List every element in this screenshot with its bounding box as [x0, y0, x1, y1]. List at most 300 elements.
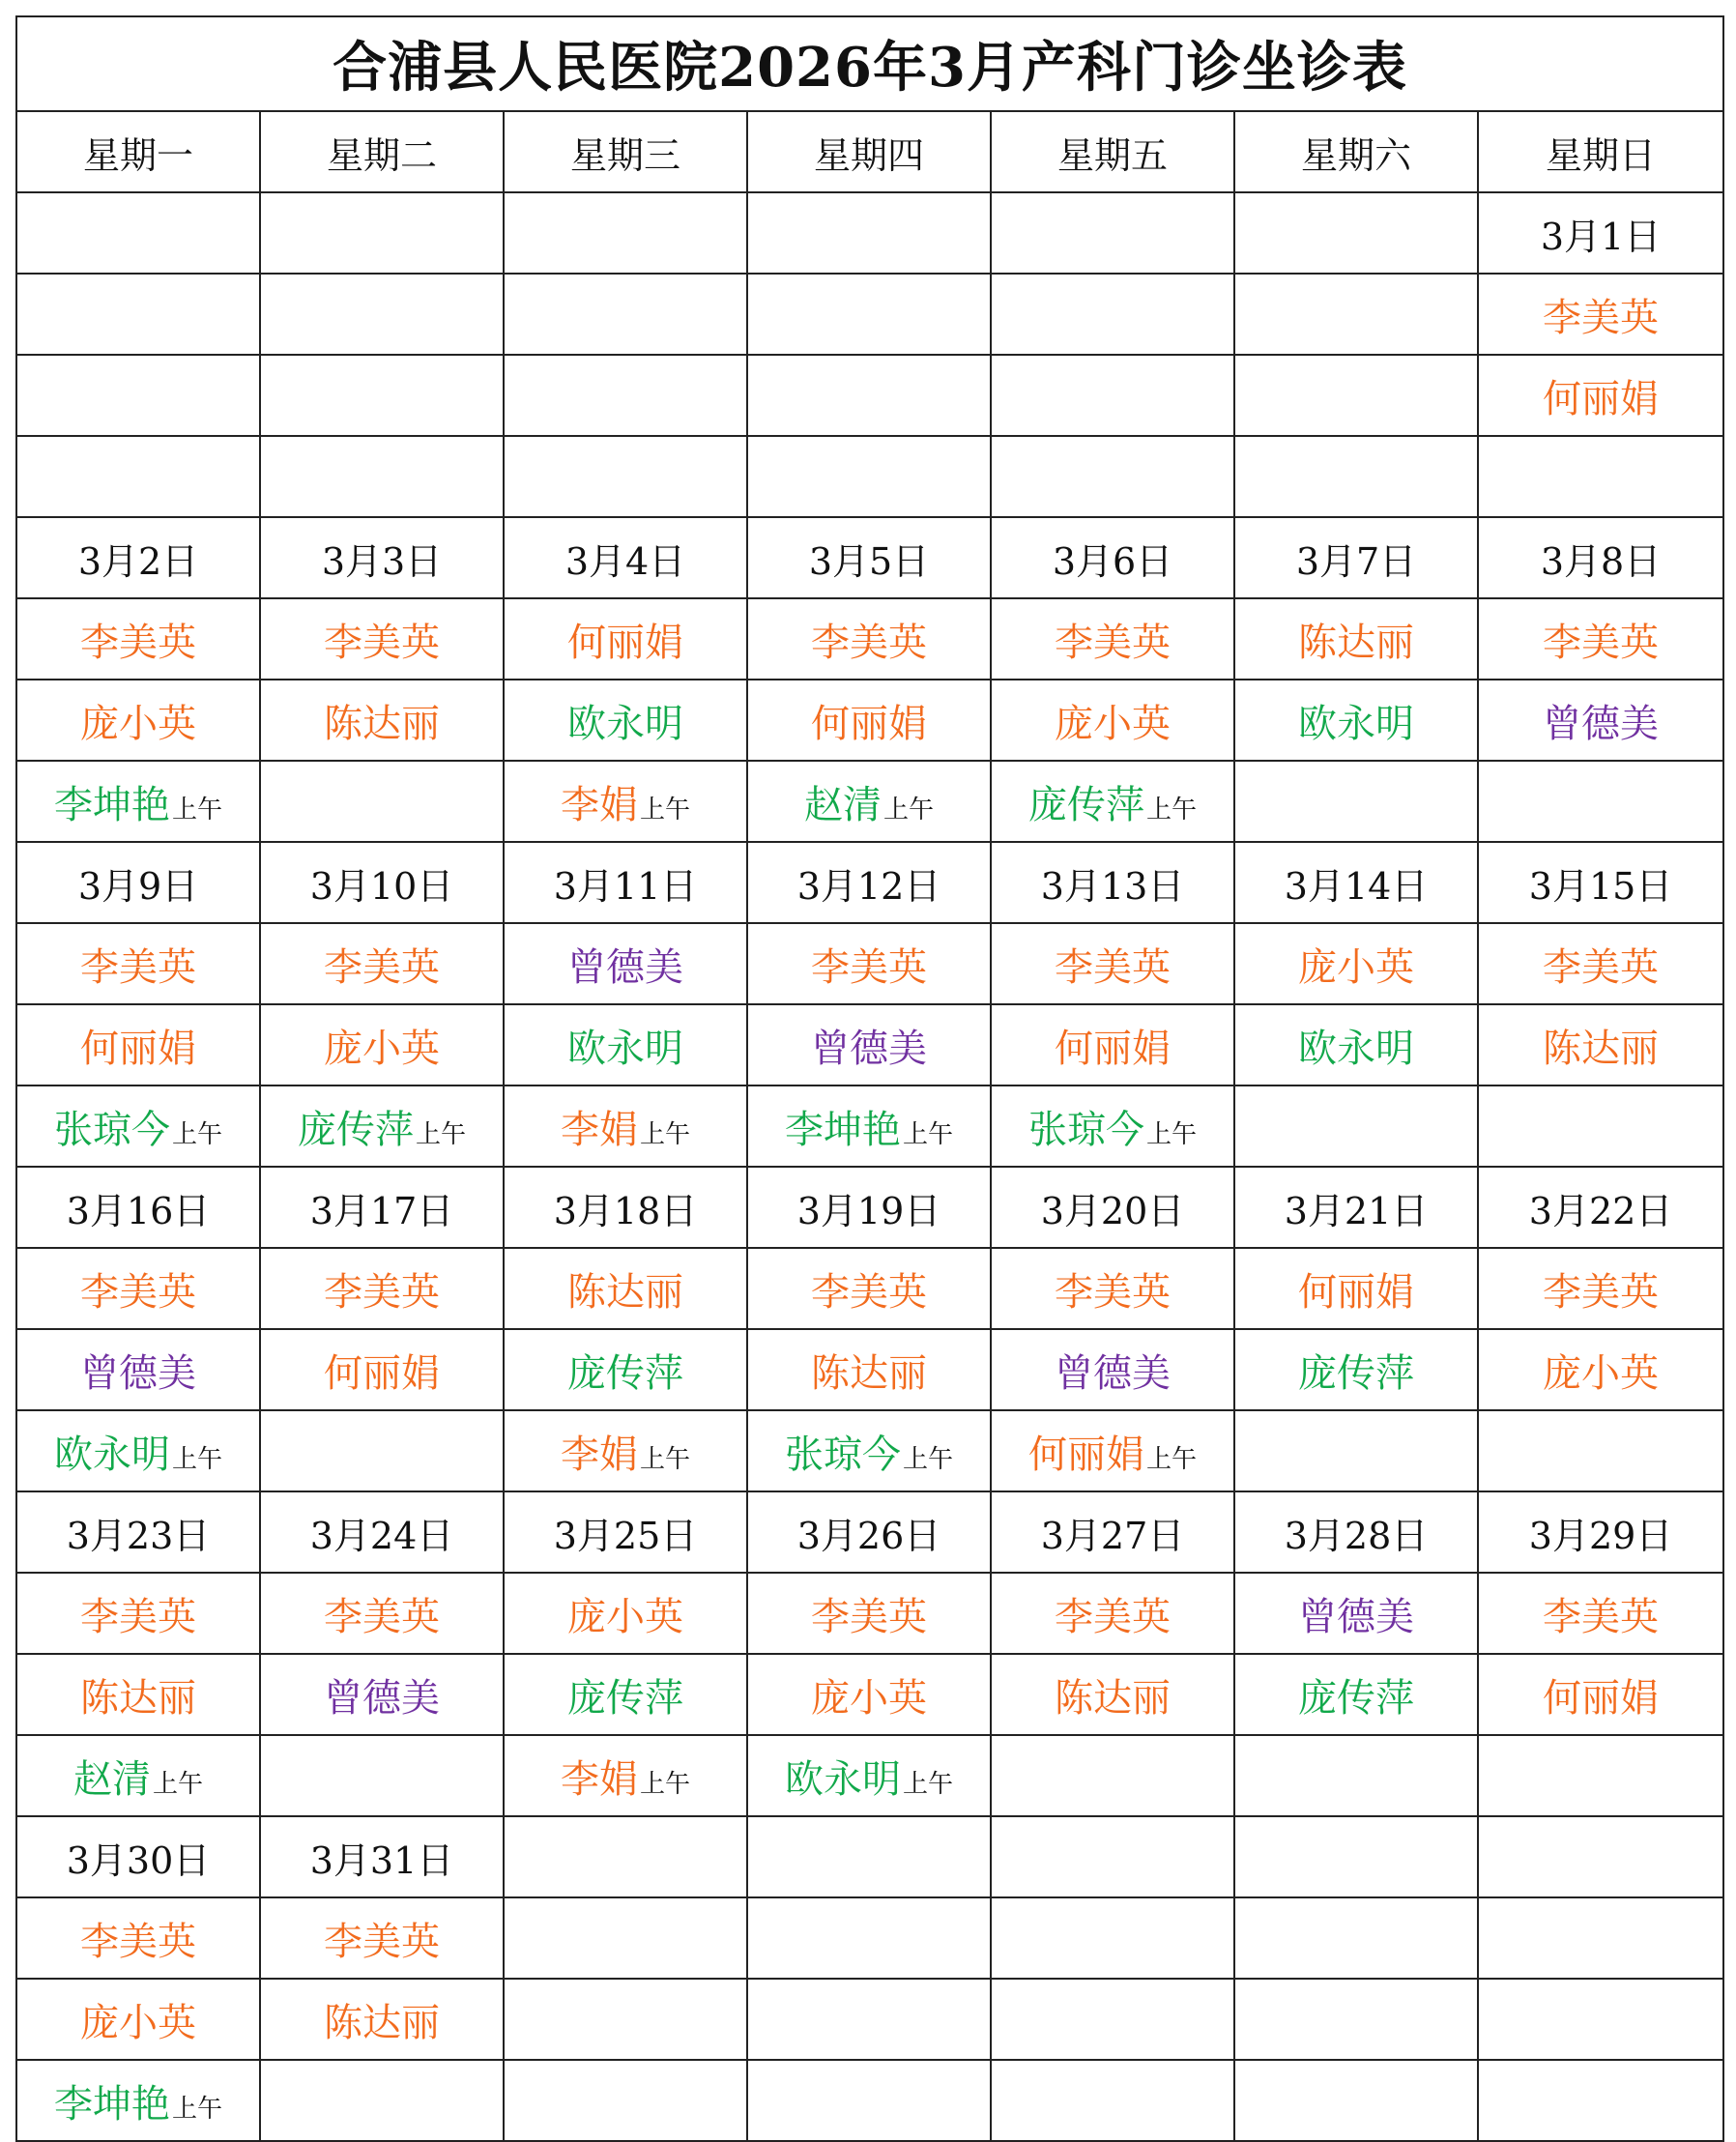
duty-cell [1478, 598, 1723, 680]
date-label: 3月12日 [796, 864, 941, 908]
doctor-name: 赵清 [72, 1756, 151, 1802]
duty-cell [747, 1573, 991, 1654]
shift-label: 上午 [902, 1769, 953, 1799]
doctor-name: 欧永明 [567, 1026, 683, 1071]
duty-cell [1234, 1410, 1478, 1491]
duty-cell [991, 1979, 1234, 2060]
duty-cell [1234, 1004, 1478, 1085]
duty-cell [16, 761, 260, 842]
date-cell [1478, 1816, 1723, 1897]
shift-label: 上午 [1145, 795, 1197, 825]
duty-cell [991, 1004, 1234, 1085]
duty-cell [991, 761, 1234, 842]
doctor-name: 李美英 [324, 1594, 440, 1639]
duty-cell [747, 1979, 991, 2060]
date-cell [747, 1816, 991, 1897]
doctor-name: 李娟 [560, 782, 638, 827]
duty-cell [504, 1410, 747, 1491]
date-label: 3月3日 [321, 539, 443, 583]
date-label: 3月23日 [66, 1514, 211, 1557]
doctor-name: 欧永明 [1298, 1026, 1414, 1071]
duty-cell [1478, 1979, 1723, 2060]
duty-cell [16, 1085, 260, 1167]
doctor-name: 何丽娟 [1055, 1026, 1171, 1071]
duty-cell [504, 1248, 747, 1329]
date-label: 3月2日 [77, 539, 199, 583]
duty-cell [1234, 598, 1478, 680]
doctor-name: 李美英 [80, 1594, 196, 1639]
duty-cell [747, 1085, 991, 1167]
weekday-header: 星期日 [1478, 111, 1723, 192]
duty-cell [260, 1248, 504, 1329]
duty-cell [260, 1573, 504, 1654]
duty-cell [1478, 1248, 1723, 1329]
weekday-header: 星期六 [1234, 111, 1478, 192]
duty-cell [504, 1897, 747, 1979]
date-cell [16, 1491, 260, 1573]
doctor-name: 庞小英 [1055, 701, 1171, 746]
shift-label: 上午 [639, 1769, 690, 1799]
date-row [16, 1816, 1723, 1897]
date-cell [1478, 517, 1723, 598]
duty-cell [1478, 923, 1723, 1004]
duty-cell [991, 355, 1234, 436]
date-label: 3月26日 [796, 1514, 941, 1557]
date-label: 3月9日 [77, 864, 199, 908]
date-cell [260, 1167, 504, 1248]
duty-cell [1234, 1654, 1478, 1735]
doctor-name: 李美英 [1055, 620, 1171, 665]
duty-cell [1478, 1897, 1723, 1979]
duty-cell [991, 1735, 1234, 1816]
duty-cell [1478, 761, 1723, 842]
duty-cell [1234, 1979, 1478, 2060]
duty-cell [1478, 1004, 1723, 1085]
duty-cell [991, 1085, 1234, 1167]
date-cell [1478, 1167, 1723, 1248]
duty-cell [747, 598, 991, 680]
doctor-name: 李坤艳 [784, 1107, 901, 1152]
duty-row [16, 1979, 1723, 2060]
duty-cell [260, 1410, 504, 1491]
duty-cell [991, 1654, 1234, 1735]
duty-cell [260, 274, 504, 355]
shift-label: 上午 [639, 1444, 690, 1474]
duty-cell [747, 923, 991, 1004]
duty-cell [1478, 680, 1723, 761]
date-cell [1234, 192, 1478, 274]
doctor-name: 欧永明 [784, 1756, 901, 1802]
doctor-name: 李美英 [324, 1919, 440, 1964]
duty-cell [991, 1410, 1234, 1491]
duty-cell [260, 1004, 504, 1085]
duty-cell [1234, 1329, 1478, 1410]
doctor-name: 李美英 [80, 1919, 196, 1964]
date-cell [991, 1167, 1234, 1248]
duty-cell [504, 598, 747, 680]
duty-cell [747, 355, 991, 436]
duty-row [16, 1654, 1723, 1735]
duty-cell [504, 761, 747, 842]
shift-label: 上午 [902, 1444, 953, 1474]
date-label: 3月14日 [1284, 864, 1429, 908]
duty-row [16, 1248, 1723, 1329]
doctor-name: 庞传萍 [1027, 782, 1144, 827]
duty-row [16, 923, 1723, 1004]
duty-cell [16, 436, 260, 517]
doctor-name: 张琼今 [784, 1432, 901, 1477]
duty-cell [260, 1085, 504, 1167]
duty-cell [504, 1085, 747, 1167]
doctor-name: 曾德美 [567, 944, 683, 990]
weekday-header: 星期四 [747, 111, 991, 192]
duty-cell [991, 274, 1234, 355]
duty-cell [1478, 355, 1723, 436]
shift-label: 上午 [171, 1444, 222, 1474]
schedule-table [15, 15, 1724, 2142]
doctor-name: 庞传萍 [1298, 1350, 1414, 1396]
doctor-name: 庞小英 [324, 1026, 440, 1071]
doctor-name: 李娟 [560, 1432, 638, 1477]
doctor-name: 李美英 [811, 620, 927, 665]
date-cell [1478, 192, 1723, 274]
duty-cell [1234, 1248, 1478, 1329]
doctor-name: 欧永明 [53, 1432, 170, 1477]
date-row [16, 517, 1723, 598]
duty-row [16, 680, 1723, 761]
date-cell [991, 517, 1234, 598]
doctor-name: 欧永明 [567, 701, 683, 746]
date-cell [991, 192, 1234, 274]
duty-cell [260, 680, 504, 761]
doctor-name: 李坤艳 [53, 2081, 170, 2127]
duty-row [16, 2060, 1723, 2141]
duty-cell [747, 1897, 991, 1979]
doctor-name: 李美英 [1055, 1594, 1171, 1639]
duty-cell [991, 680, 1234, 761]
doctor-name: 陈达丽 [1055, 1675, 1171, 1721]
date-row [16, 842, 1723, 923]
date-cell [747, 1491, 991, 1573]
date-cell [991, 1491, 1234, 1573]
doctor-name: 李美英 [1543, 944, 1660, 990]
doctor-name: 庞小英 [1543, 1350, 1660, 1396]
schedule-sheet [15, 15, 1722, 2142]
duty-cell [16, 1329, 260, 1410]
date-cell [16, 192, 260, 274]
doctor-name: 张琼今 [53, 1107, 170, 1152]
shift-label: 上午 [639, 795, 690, 825]
duty-cell [747, 1654, 991, 1735]
date-label: 3月22日 [1528, 1189, 1673, 1232]
date-cell [16, 517, 260, 598]
duty-cell [504, 274, 747, 355]
doctor-name: 曾德美 [1298, 1594, 1414, 1639]
date-label: 3月15日 [1528, 864, 1673, 908]
doctor-name: 李美英 [1543, 295, 1660, 340]
doctor-name: 李娟 [560, 1756, 638, 1802]
duty-cell [1234, 1897, 1478, 1979]
duty-cell [1478, 2060, 1723, 2141]
date-label: 3月6日 [1052, 539, 1173, 583]
date-cell [747, 517, 991, 598]
doctor-name: 李美英 [1543, 1269, 1660, 1315]
date-cell [260, 1491, 504, 1573]
duty-cell [1234, 2060, 1478, 2141]
duty-cell [1234, 436, 1478, 517]
date-label: 3月31日 [309, 1838, 454, 1882]
date-label: 3月25日 [553, 1514, 698, 1557]
duty-cell [16, 274, 260, 355]
date-cell [504, 192, 747, 274]
date-label: 3月5日 [808, 539, 930, 583]
duty-row [16, 598, 1723, 680]
date-cell [1234, 1491, 1478, 1573]
date-cell [260, 517, 504, 598]
date-label: 3月10日 [309, 864, 454, 908]
doctor-name: 李美英 [324, 944, 440, 990]
date-label: 3月24日 [309, 1514, 454, 1557]
doctor-name: 何丽娟 [1298, 1269, 1414, 1315]
duty-cell [747, 680, 991, 761]
date-cell [1234, 517, 1478, 598]
duty-cell [504, 1004, 747, 1085]
duty-cell [16, 1410, 260, 1491]
duty-cell [260, 2060, 504, 2141]
duty-cell [747, 1248, 991, 1329]
duty-row [16, 1897, 1723, 1979]
duty-cell [260, 1329, 504, 1410]
doctor-name: 李坤艳 [53, 782, 170, 827]
doctor-name: 曾德美 [1055, 1350, 1171, 1396]
date-cell [747, 1167, 991, 1248]
doctor-name: 李美英 [80, 944, 196, 990]
doctor-name: 陈达丽 [80, 1675, 196, 1721]
duty-row [16, 1329, 1723, 1410]
duty-row [16, 355, 1723, 436]
date-cell [16, 1816, 260, 1897]
shift-label: 上午 [639, 1119, 690, 1149]
date-cell [260, 842, 504, 923]
duty-cell [16, 1735, 260, 1816]
date-cell [1234, 1816, 1478, 1897]
date-label: 3月8日 [1540, 539, 1662, 583]
doctor-name: 李美英 [324, 620, 440, 665]
duty-cell [504, 680, 747, 761]
duty-cell [260, 1654, 504, 1735]
shift-label: 上午 [1145, 1119, 1197, 1149]
doctor-name: 李美英 [811, 1269, 927, 1315]
date-cell [504, 842, 747, 923]
duty-cell [260, 598, 504, 680]
date-cell [1478, 1491, 1723, 1573]
date-label: 3月19日 [796, 1189, 941, 1232]
date-cell [504, 517, 747, 598]
date-label: 3月21日 [1284, 1189, 1429, 1232]
doctor-name: 曾德美 [80, 1350, 196, 1396]
weekday-header-row [16, 111, 1723, 192]
duty-cell [1234, 1573, 1478, 1654]
shift-label: 上午 [902, 1119, 953, 1149]
duty-cell [16, 1248, 260, 1329]
doctor-name: 曾德美 [811, 1026, 927, 1071]
duty-cell [1478, 1654, 1723, 1735]
duty-row [16, 436, 1723, 517]
duty-cell [1478, 274, 1723, 355]
doctor-name: 李美英 [80, 620, 196, 665]
duty-cell [504, 923, 747, 1004]
duty-cell [747, 274, 991, 355]
doctor-name: 陈达丽 [567, 1269, 683, 1315]
doctor-name: 庞传萍 [567, 1675, 683, 1721]
duty-cell [260, 1979, 504, 2060]
doctor-name: 张琼今 [1027, 1107, 1144, 1152]
doctor-name: 庞小英 [567, 1594, 683, 1639]
duty-cell [991, 2060, 1234, 2141]
date-row [16, 1167, 1723, 1248]
duty-cell [16, 1573, 260, 1654]
duty-cell [1234, 355, 1478, 436]
duty-cell [991, 1897, 1234, 1979]
duty-cell [16, 355, 260, 436]
doctor-name: 欧永明 [1298, 701, 1414, 746]
duty-cell [747, 1004, 991, 1085]
date-label: 3月11日 [553, 864, 698, 908]
doctor-name: 李美英 [1055, 1269, 1171, 1315]
date-cell [747, 842, 991, 923]
date-cell [1234, 1167, 1478, 1248]
shift-label: 上午 [1145, 1444, 1197, 1474]
doctor-name: 何丽娟 [567, 620, 683, 665]
weekday-header: 星期二 [260, 111, 504, 192]
doctor-name: 庞小英 [80, 701, 196, 746]
doctor-name: 陈达丽 [811, 1350, 927, 1396]
duty-cell [1234, 680, 1478, 761]
date-cell [747, 192, 991, 274]
doctor-name: 何丽娟 [811, 701, 927, 746]
date-label: 3月28日 [1284, 1514, 1429, 1557]
duty-cell [260, 761, 504, 842]
doctor-name: 庞小英 [811, 1675, 927, 1721]
date-cell [260, 192, 504, 274]
shift-label: 上午 [415, 1119, 466, 1149]
date-cell [260, 1816, 504, 1897]
date-cell [504, 1167, 747, 1248]
duty-cell [260, 355, 504, 436]
duty-cell [260, 436, 504, 517]
weekday-header: 星期三 [504, 111, 747, 192]
duty-cell [747, 761, 991, 842]
duty-cell [991, 436, 1234, 517]
duty-cell [747, 1329, 991, 1410]
doctor-name: 陈达丽 [324, 2000, 440, 2045]
date-label: 3月18日 [553, 1189, 698, 1232]
date-row [16, 192, 1723, 274]
doctor-name: 李美英 [80, 1269, 196, 1315]
duty-cell [1478, 436, 1723, 517]
doctor-name: 李美英 [1543, 1594, 1660, 1639]
duty-cell [504, 1573, 747, 1654]
doctor-name: 庞传萍 [1298, 1675, 1414, 1721]
weekday-header: 星期五 [991, 111, 1234, 192]
duty-cell [747, 2060, 991, 2141]
date-cell [504, 1816, 747, 1897]
duty-cell [1478, 1735, 1723, 1816]
date-label: 3月20日 [1040, 1189, 1185, 1232]
date-label: 3月1日 [1540, 215, 1662, 258]
duty-row [16, 274, 1723, 355]
duty-cell [504, 355, 747, 436]
date-cell [1234, 842, 1478, 923]
doctor-name: 李美英 [811, 944, 927, 990]
doctor-name: 庞小英 [1298, 944, 1414, 990]
duty-cell [16, 2060, 260, 2141]
duty-cell [260, 1897, 504, 1979]
duty-cell [16, 1897, 260, 1979]
date-cell [991, 1816, 1234, 1897]
duty-cell [747, 1735, 991, 1816]
shift-label: 上午 [152, 1769, 203, 1799]
duty-cell [16, 598, 260, 680]
doctor-name: 陈达丽 [324, 701, 440, 746]
doctor-name: 何丽娟 [1543, 1675, 1660, 1721]
duty-cell [504, 1979, 747, 2060]
doctor-name: 何丽娟 [80, 1026, 196, 1071]
date-cell [504, 1491, 747, 1573]
duty-row [16, 1085, 1723, 1167]
date-row [16, 1491, 1723, 1573]
duty-cell [991, 598, 1234, 680]
doctor-name: 李美英 [811, 1594, 927, 1639]
duty-cell [1234, 761, 1478, 842]
duty-cell [1478, 1573, 1723, 1654]
duty-cell [504, 1735, 747, 1816]
duty-cell [747, 436, 991, 517]
date-label: 3月4日 [564, 539, 686, 583]
doctor-name: 何丽娟 [1543, 376, 1660, 421]
duty-cell [747, 1410, 991, 1491]
date-label: 3月13日 [1040, 864, 1185, 908]
duty-cell [504, 1654, 747, 1735]
duty-cell [260, 1735, 504, 1816]
date-label: 3月27日 [1040, 1514, 1185, 1557]
duty-cell [991, 1329, 1234, 1410]
doctor-name: 曾德美 [324, 1675, 440, 1721]
shift-label: 上午 [171, 795, 222, 825]
doctor-name: 陈达丽 [1543, 1026, 1660, 1071]
duty-cell [1478, 1410, 1723, 1491]
duty-cell [1234, 923, 1478, 1004]
doctor-name: 曾德美 [1543, 701, 1660, 746]
date-cell [16, 842, 260, 923]
duty-cell [991, 923, 1234, 1004]
shift-label: 上午 [171, 1119, 222, 1149]
duty-cell [1234, 1085, 1478, 1167]
doctor-name: 李美英 [324, 1269, 440, 1315]
schedule-body [16, 192, 1723, 2141]
date-cell [1478, 842, 1723, 923]
date-cell [991, 842, 1234, 923]
duty-cell [1234, 274, 1478, 355]
duty-cell [1234, 1735, 1478, 1816]
duty-cell [16, 923, 260, 1004]
duty-cell [260, 923, 504, 1004]
doctor-name: 庞传萍 [297, 1107, 414, 1152]
doctor-name: 何丽娟 [324, 1350, 440, 1396]
date-label: 3月30日 [66, 1838, 211, 1882]
date-label: 3月16日 [66, 1189, 211, 1232]
shift-label: 上午 [171, 2094, 222, 2124]
